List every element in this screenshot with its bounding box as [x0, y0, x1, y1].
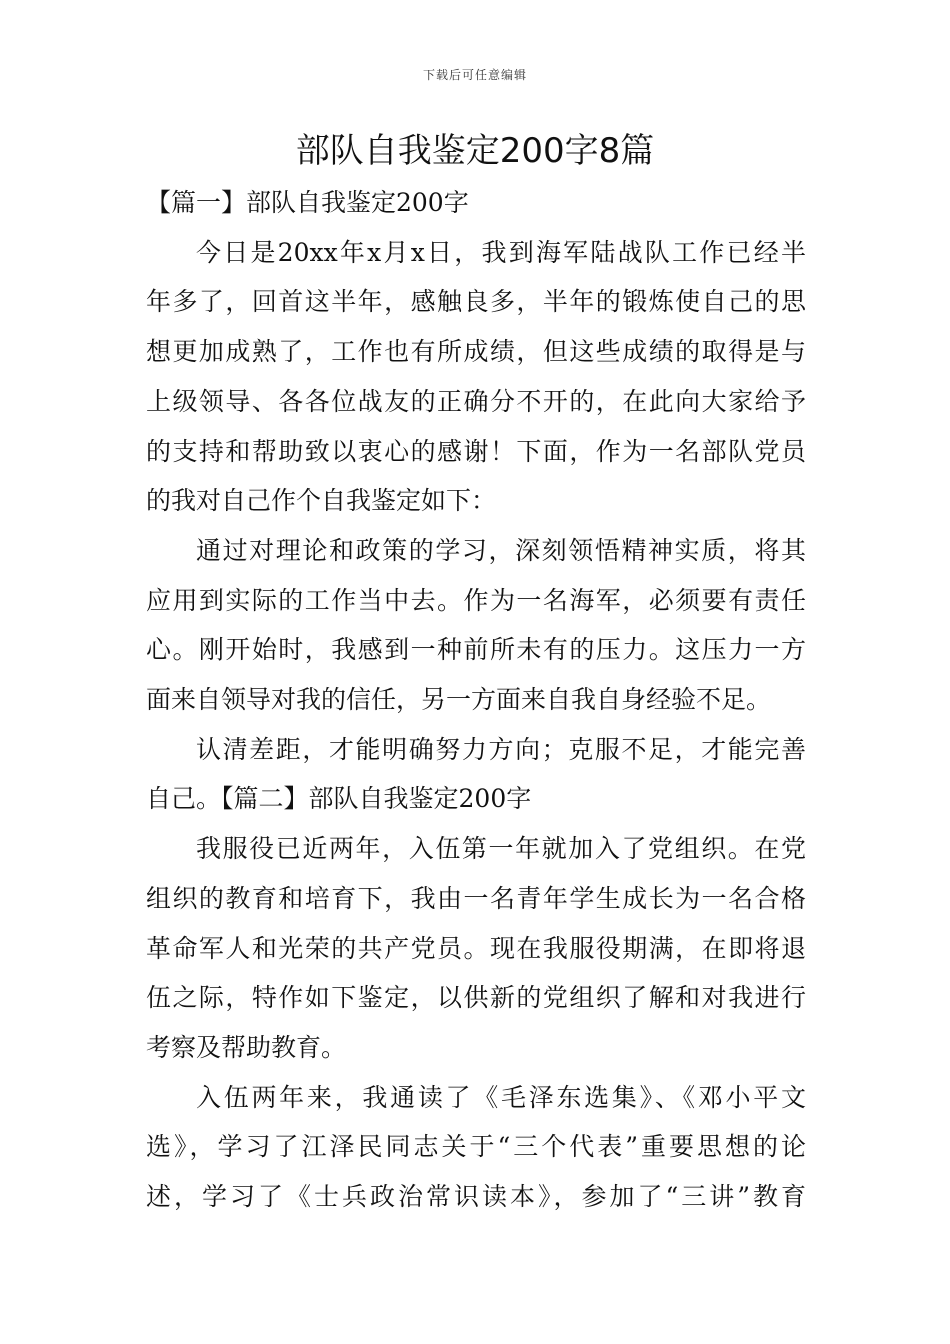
text-line: 述，学习了《士兵政治常识读本》，参加了“三讲”教育 — [146, 1182, 806, 1212]
text-line: 【篇一】部队自我鉴定200字 — [146, 188, 469, 217]
text-line: 心。刚开始时，我感到一种前所未有的压力。这压力一方 — [146, 635, 806, 665]
text-line: 通过对理论和政策的学习，深刻领悟精神实质，将其 — [196, 535, 806, 565]
text-line: 组织的教育和培育下，我由一名青年学生成长为一名合格 — [146, 883, 806, 913]
text-line: 面来自领导对我的信任，另一方面来自我自身经验不足。 — [146, 685, 772, 715]
text-line: 想更加成熟了，工作也有所成绩，但这些成绩的取得是与 — [146, 337, 806, 367]
header-note: 下载后可任意编辑 — [422, 68, 527, 82]
text-line: 革命军人和光荣的共产党员。现在我服役期满，在即将退 — [146, 933, 806, 963]
text-line: 的支持和帮助致以衷心的感谢！下面，作为一名部队党员 — [146, 436, 806, 466]
text-line: 上级领导、各各位战友的正确分不开的，在此向大家给予 — [146, 386, 806, 416]
text-line: 入伍两年来，我通读了《毛泽东选集》、《邓小平文 — [196, 1082, 806, 1112]
text-line: 考察及帮助教育。 — [146, 1032, 347, 1062]
text-line: 应用到实际的工作当中去。作为一名海军，必须要有责任 — [146, 585, 806, 615]
text-line: 我服役已近两年，入伍第一年就加入了党组织。在党 — [196, 834, 806, 864]
text-line: 年多了，回首这半年，感触良多，半年的锻炼使自己的思 — [146, 287, 806, 317]
document-title: 部队自我鉴定200字8篇 — [295, 131, 655, 171]
text-line: 的我对自己作个自我鉴定如下： — [146, 486, 497, 516]
document-body — [146, 178, 806, 1222]
text-line: 认清差距，才能明确努力方向；克服不足，才能完善 — [196, 734, 806, 764]
text-line: 今日是20xx年x月x日，我到海军陆战队工作已经半 — [196, 237, 806, 267]
text-line: 自己。【篇二】部队自我鉴定200字 — [146, 784, 532, 814]
text-line: 选》，学习了江泽民同志关于“三个代表”重要思想的论 — [146, 1132, 806, 1162]
text-line: 伍之际，特作如下鉴定，以供新的党组织了解和对我进行 — [146, 983, 806, 1013]
